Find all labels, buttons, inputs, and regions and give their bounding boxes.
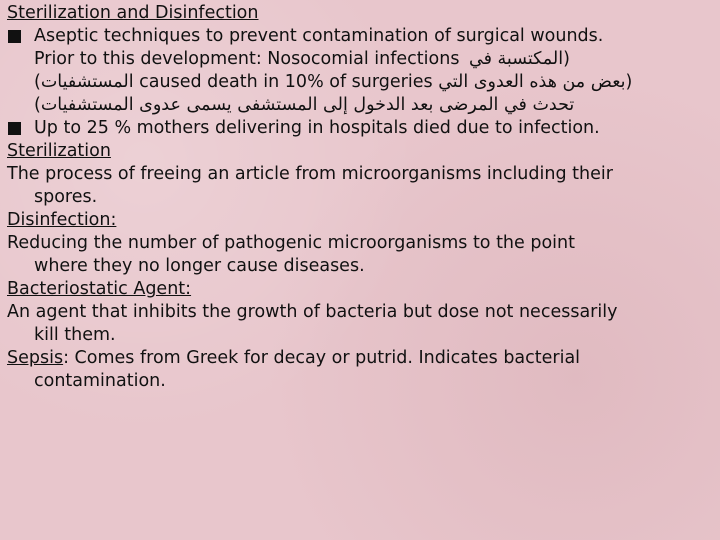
aseptic-line4-open: ( [34, 95, 41, 115]
bacteriostatic-line2: kill them. [34, 325, 116, 345]
slide-title: Sterilization and Disinfection [7, 3, 259, 23]
square-bullet-icon [8, 122, 21, 135]
sterilization-line2: spores. [34, 187, 98, 207]
sepsis-heading: Sepsis [7, 348, 64, 368]
aseptic-line4 [7, 94, 714, 117]
disinfection-heading: Disinfection: [7, 210, 117, 230]
mothers-text: Up to 25 % mothers delivering in hospitals died due to infection. [34, 118, 600, 138]
square-bullet-icon [8, 30, 21, 43]
bacteriostatic-heading: Bacteriostatic Agent: [7, 279, 192, 299]
aseptic-line3-ar1: المستشفيات [40, 72, 134, 92]
bullet-aseptic [7, 25, 714, 48]
aseptic-line2 [7, 48, 714, 71]
aseptic-line3 [7, 71, 714, 94]
bullet-mothers [7, 117, 714, 140]
sterilization-heading: Sterilization [7, 141, 111, 161]
disinfection-line1: Reducing the number of pathogenic microorganisms to the point [7, 233, 575, 253]
aseptic-line1: Aseptic techniques to prevent contamination of surgical wounds. [34, 26, 604, 46]
aseptic-line4-ar: تحدث في المرضى بعد الدخول إلى المستشفى يسمى عدوى المستشفيات [40, 95, 575, 115]
disinfection-line2: where they no longer cause diseases. [34, 256, 365, 276]
sepsis-line2: contamination. [34, 371, 166, 391]
aseptic-line2-en: Prior to this development: Nosocomial infections [34, 49, 460, 69]
sterilization-line1: The process of freeing an article from microorganisms including their [7, 164, 613, 184]
sepsis-line1 [7, 347, 714, 370]
aseptic-line3-en: caused death in 10% of surgeries [139, 72, 433, 92]
bacteriostatic-line1: An agent that inhibits the growth of bacteria but dose not necessarily [7, 302, 618, 322]
aseptic-line3-ar2: (بعض من هذه العدوى التي [438, 72, 633, 92]
aseptic-line3-open: ( [34, 72, 41, 92]
aseptic-line2-ar: (المكتسبة في [469, 49, 570, 69]
sepsis-line1-text: : Comes from Greek for decay or putrid. Indicates bacterial [63, 348, 581, 368]
